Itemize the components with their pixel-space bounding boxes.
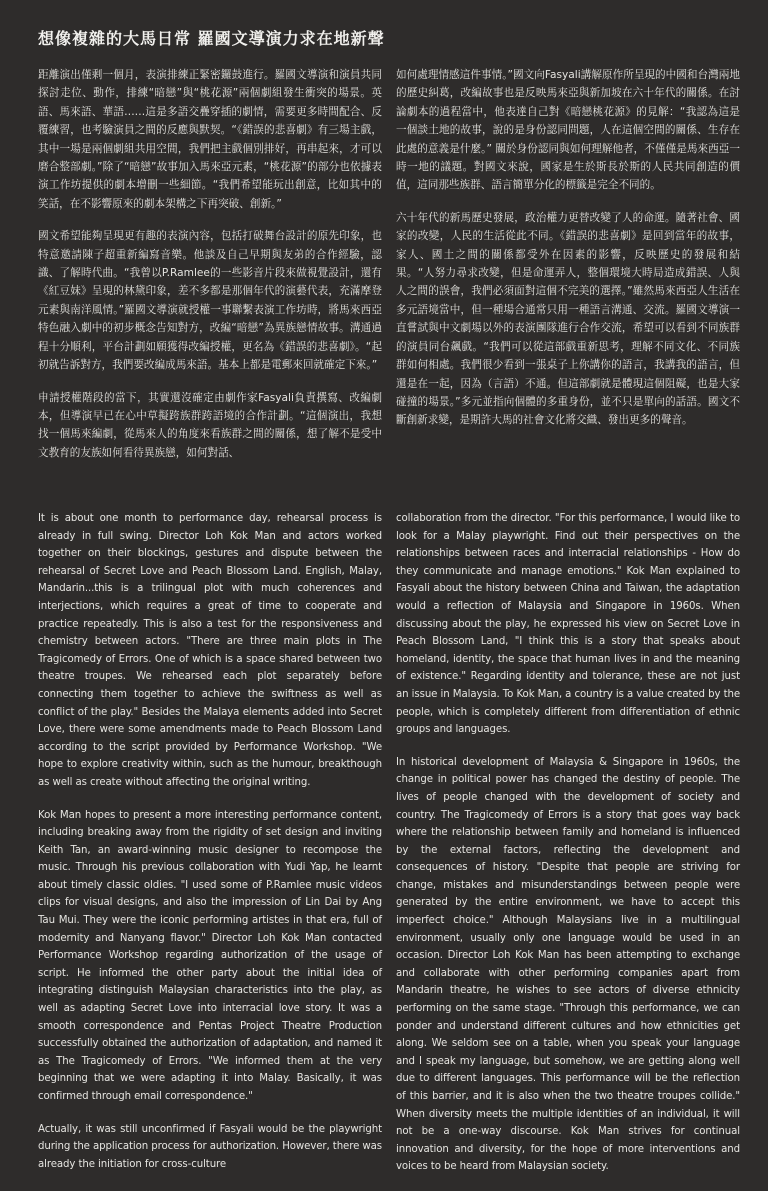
paragraph: collaboration from the director. "For this performance, I would like to look for a Malay playwright. Find out their perspectives on the relationships between races and interracial relationships - How do they communicate and manage emotions." Kok Man explained to Fasyali about the history between China and Taiwan, the adaptation would a reflection of Malaysia and Singapore in 1960s. When discussing about the play, he expressed his view on Secret Love in Peach Blossom Land, "I think this is a story that speaks about homeland, identity, the space that human lives in and the meaning of existence." Regarding identity and tolerance, these are not just an issue in Malaysia. To Kok Man, a country is a value created by the people, which is completely different from differentiation of ethnic groups and languages.	[396, 513, 740, 736]
paragraph: It is about one month to performance day, rehearsal process is already in full swing. Director Loh Kok Man and actors worked together on their blockings, gestures and dispute between the rehearsal of Secret Love and Peach Blossom Land. English, Malay, Mandarin...this is a trilingual plot with much coherences and interjections, which requires a great of time to cooperate and practice repeatedly. This is also a test for the responsiveness and chemistry between actors. "There are three main plots in The Tragicomedy of Errors. One of which is a space shared between two theatre troupes. We rehearsed each plot separately before connecting them together to achieve the swiftness as well as conflict of the play." Besides the Malaya elements added into Secret Love, there were some amendments made to Peach Blossom Land according to the script provided by Performance Workshop. "We hope to explore creativity within, such as the humour, breakthough as well as create without affecting the original writing.	[38, 513, 382, 788]
paragraph: 申請授權階段的當下，其實還沒確定由劇作家Fasyali負責撰寫、改編劇本，但導演早已在心中草擬跨族群跨語境的合作計劃。“這個演出，我想找一個馬來編劇，從馬來人的角度來看族群之間的關係，想了解不是受中文教育的友族如何看待異族戀，如何對話、	[38, 391, 382, 459]
english-left-column	[38, 510, 382, 1188]
english-right-column	[396, 510, 740, 1191]
chinese-right-column	[396, 66, 740, 444]
chinese-left-column	[38, 66, 382, 476]
paragraph: Actually, it was still unconfirmed if Fasyali would be the playwright during the application process for authorization. However, there was already the initiation for cross-culture	[38, 1123, 382, 1170]
page-title: 想像複雜的大馬日常 羅國文導演力求在地新聲	[38, 29, 385, 48]
paragraph: Kok Man hopes to present a more interesting performance content, including breaking away from the rigidity of set design and inviting Keith Tan, an award-winning music designer to recompose the music. Through his previous collaboration with Yudi Yap, he learnt about timely classic oldies. "I used some of P.Ramlee music videos clips for visual designs, and also the impression of Lin Dai by Ang Tau Mui. They were the iconic performing artistes in that era, full of modernity and Nanyang flavor." Director Loh Kok Man contacted Performance Workshop regarding authorization of the usage of script. He informed the other party about the initial idea of integrating distinguish Malaysian characteristics into the play, as well as adapting Secret Love into interracial love story. It was a smooth correspondence and Pentas Project Theatre Production successfully obtained the authorization of adaptation, and named it as The Tragicomedy of Errors. "We informed them at the very beginning that we were adapting it into Malay. Basically, it was confirmed through email correspondence."	[38, 809, 382, 1102]
paragraph: 距離演出僅剩一個月，表演排練正緊密鑼鼓進行。羅國文導演和演員共同探討走位、動作，排練“暗戀”與“桃花源”兩個劇組發生衝突的場景。英語、馬來語、華語……這是多語交疊穿插的劇情，需要更多時間配合、反覆練習，也考驗演員之間的反應與默契。“《錯誤的悲喜劇》有三場主戲，其中一場是兩個劇組共用空間，我們把主戲個別排好，再串起來，才可以磨合整部劇。”除了“暗戀”故事加入馬來亞元素，“桃花源”的部分也依據表演工作坊提供的劇本增刪一些細節。“我們希望能玩出創意，比如其中的笑話，在不影響原來的劇本架構之下再突破、創新。”	[38, 69, 382, 210]
paragraph: 如何處理情感這件事情。”國文向Fasyali講解原作所呈現的中國和台灣兩地的歷史糾葛，改編故事也是反映馬來亞與新加坡在六十年代的關係。在討論劇本的過程當中，他表達自己對《暗戀桃花源》的見解：“我認為這是一個談土地的故事，說的是身份認同問題，人在這個空間的關係、生存在此處的意義是什麼。” 關於身份認同與如何理解他者，不僅僅是馬來西亞一時一地的議題。對國文來說，國家是生於斯長於斯的人民共同創造的價值，這同那些族群、語言簡單分化的標籤是完全不同的。	[396, 69, 740, 192]
paragraph: 國文希望能夠呈現更有趣的表演內容，包括打破舞台設計的原先印象，也特意邀請陳子超重新編寫音樂。他談及自己早期與友弟的合作經驗，認識、了解時代曲。“我曾以P.Ramlee的一些影音片段來做視覺設計，還有《紅豆妹》呈現的林黛印象，差不多都是那個年代的演藝代表，充滿摩登元素與南洋風情。”羅國文導演就授權一事聯繫表演工作坊時，將馬來西亞特色融入劇中的初步概念告知對方，改編“暗戀”為異族戀情故事。溝通過程十分順利，平台計劃如願獲得改編授權，更名為《錯誤的悲喜劇》。“起初就告訴對方，我們要改編成馬來語。基本上都是電郵來回就確定下來。”	[38, 230, 382, 372]
paragraph: In historical development of Malaysia & Singapore in 1960s, the change in political power has changed the destiny of people. The lives of people changed with the development of society and country. The Tragicomedy of Errors is a story that goes way back where the relationship between family and homeland is influenced by the external factors, reflecting the development and consequences of history. "Despite that people are striving for change, mistakes and misunderstandings between people were generated by the entire environment, we have to accept this imperfect choice." Although Malaysians live in a multilingual environment, usually only one language would be used in an occasion. Director Loh Kok Man has been attempting to exchange and collaborate with other performing companies apart from Mandarin theatre, he wishes to see actors of diverse ethnicity performing on the same stage. "Through this performance, we can ponder and understand different cultures and how ethnicities get along. We seldom see on a table, when you speak your language and I speak my language, but somehow, we are getting along well due to different languages. This performance will be the reflection of this barrier, and it is also when the two theatre troupes collide." When diversity meets the multiple identities of an individual, it will not be a one-way discourse. Kok Man strives for continual innovation and diversity, for the hope of more interventions and voices to be heard from Malaysian society.	[396, 756, 740, 1173]
paragraph: 六十年代的新馬歷史發展，政治權力更替改變了人的命運。隨著社會、國家的改變，人民的生活從此不同。《錯誤的悲喜劇》是回到當年的故事，家人、國土之間的關係都受外在因素的影響，反映歷史的發展和結果。“人努力尋求改變，但是命運弄人，整個環境大時局造成錯誤、人與人之間的誤會，我們必須面對這個不完美的選擇。”雖然馬來西亞人生活在多元語境當中，但一種場合通常只用一種語言溝通、交流。羅國文導演一直嘗試與中文劇場以外的表演團隊進行合作交流，希望可以看到不同族群的演員同台飆戲。“我們可以從這部戲重新思考，理解不同文化、不同族群如何相處。我們很少看到一張桌子上你講你的語言，我講我的語言，但還是在一起，因為（言語）不通。但這部劇就是體現這個阻礙，也是大家碰撞的場景。”多元並指向個體的多重身份，並不只是單向的話語。國文不斷創新求變，是期許大馬的社會文化將交織、發出更多的聲音。	[396, 211, 740, 427]
